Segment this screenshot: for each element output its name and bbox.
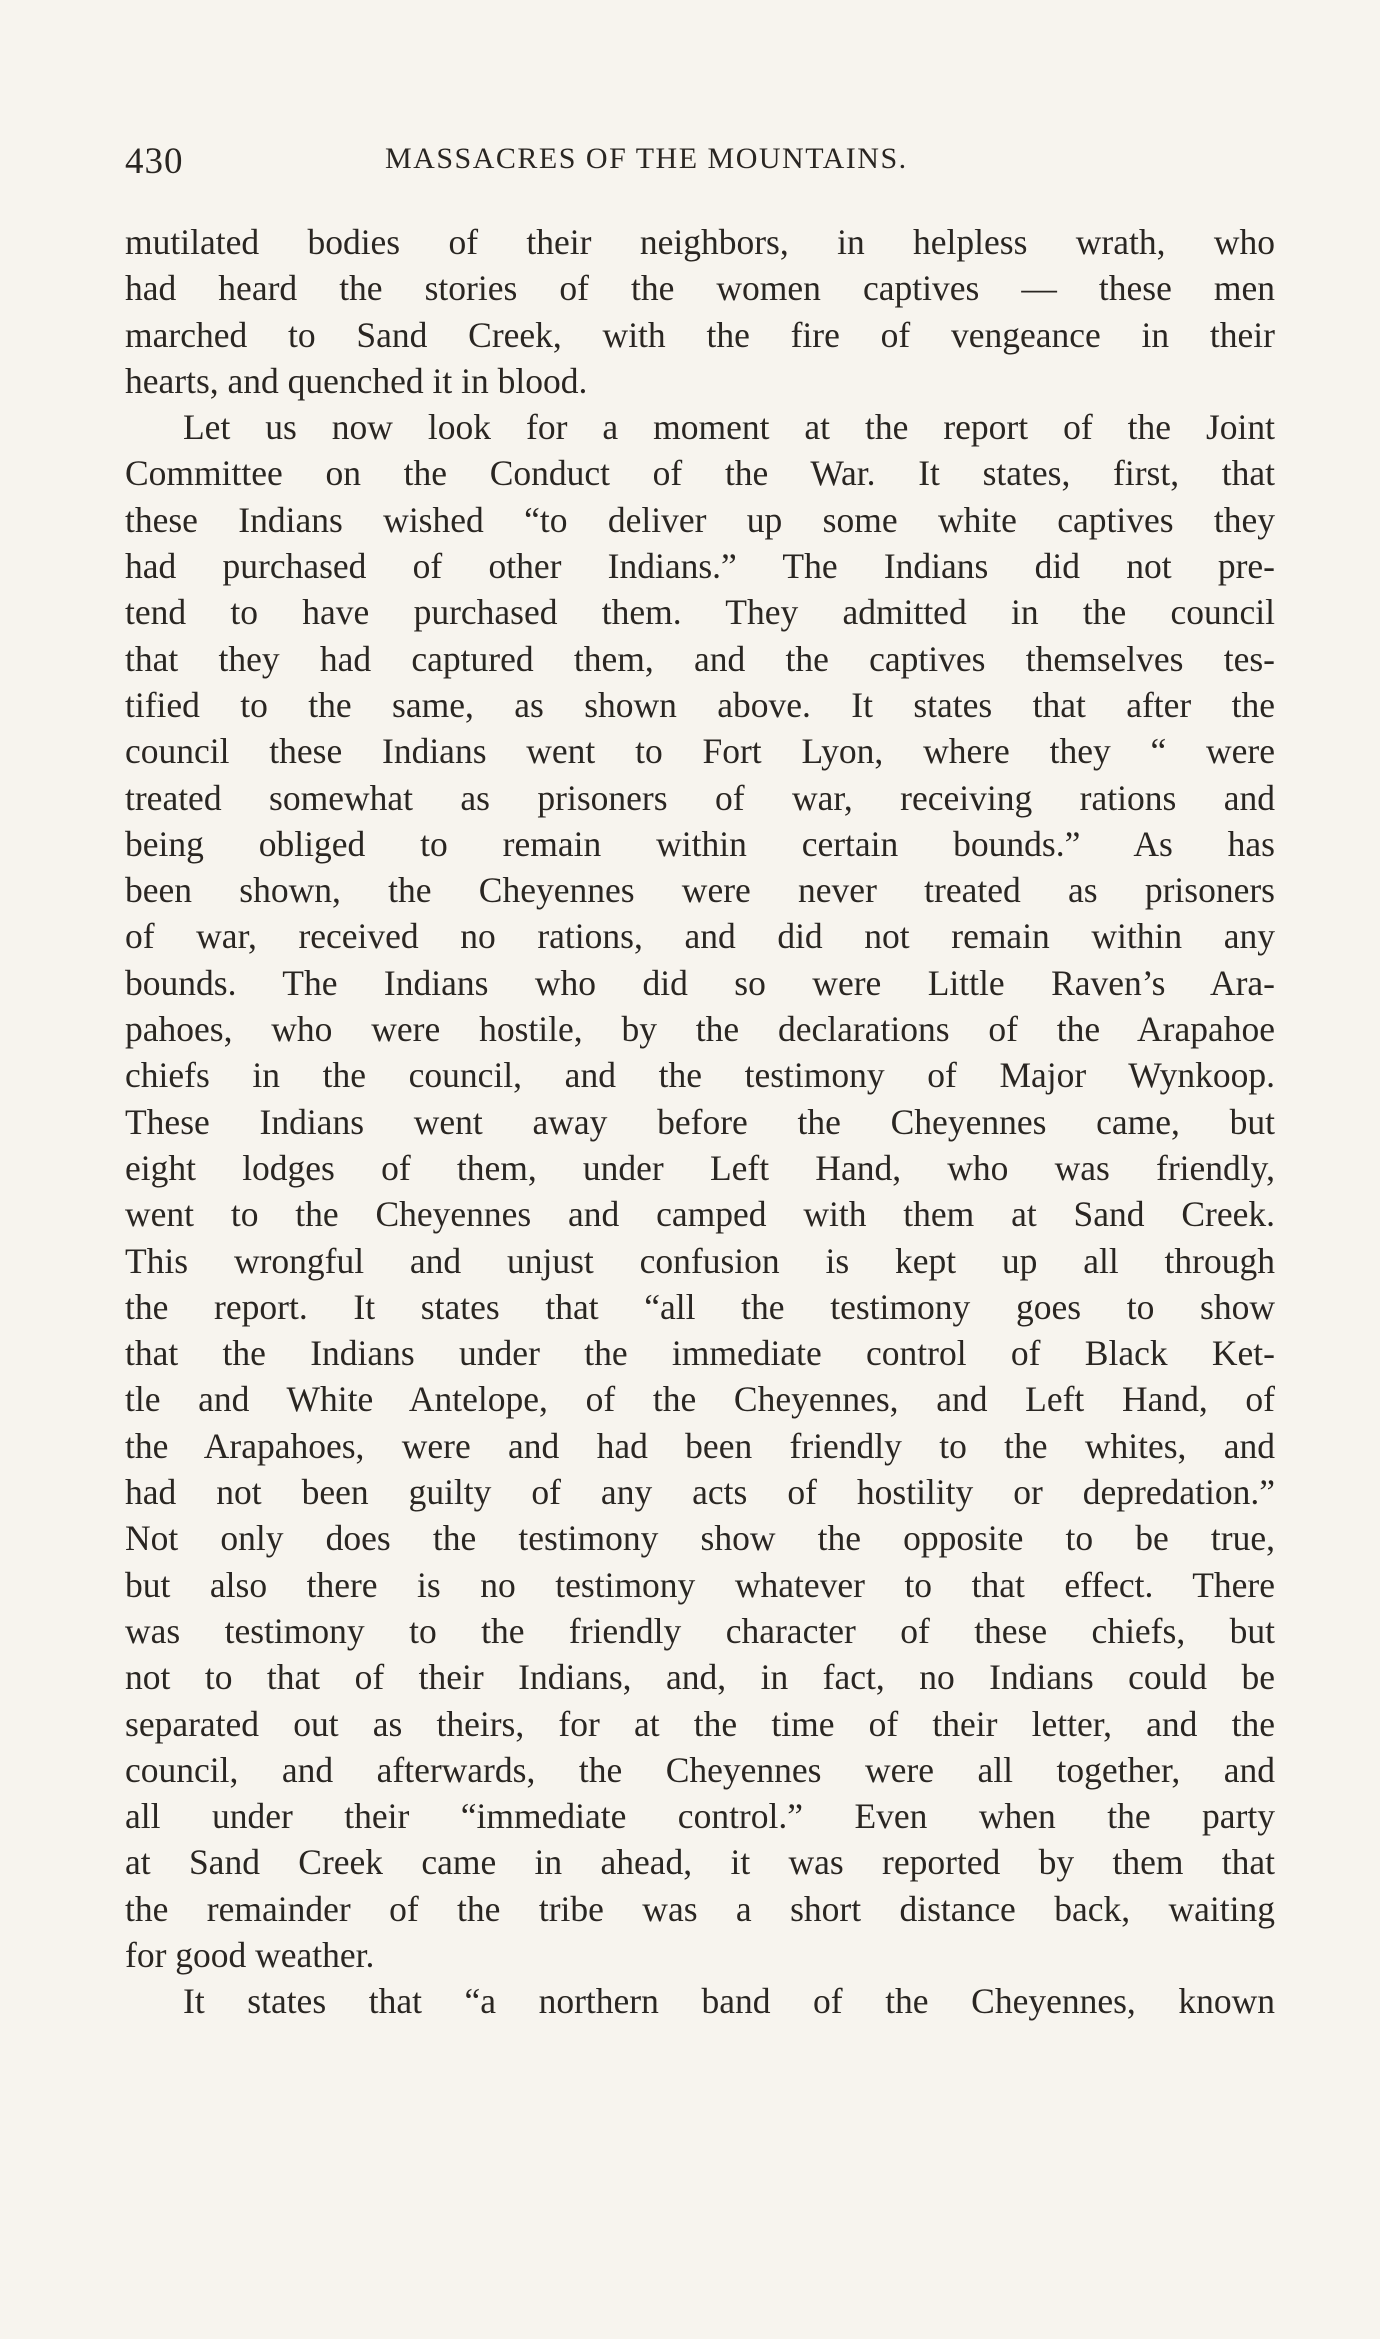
text-line: that they had captured them, and the captives themselves tes- [125,638,1275,679]
text-line: the remainder of the tribe was a short distance back, waiting [125,1888,1275,1929]
text-line: that the Indians under the immediate control of Black Ket- [125,1333,1275,1374]
text-line: all under their “immediate control.” Even when the party [125,1796,1275,1837]
text-line: went to the Cheyennes and camped with them at Sand Creek. [125,1194,1275,1235]
text-line: the report. It states that “all the testimony goes to show [125,1286,1275,1327]
text-line: treated somewhat as prisoners of war, receiving rations and [125,777,1275,818]
text-line: council these Indians went to Fort Lyon, where they “ were [125,731,1275,772]
text-line: pahoes, who were hostile, by the declarations of the Arapahoe [125,1009,1275,1050]
text-line: tified to the same, as shown above. It states that after the [125,684,1275,725]
text-line: council, and afterwards, the Cheyennes were all together, and [125,1749,1275,1790]
text-line: marched to Sand Creek, with the fire of vengeance in their [125,314,1275,355]
text-line: but also there is no testimony whatever to that effect. There [125,1564,1275,1605]
text-line: chiefs in the council, and the testimony of Major Wynkoop. [125,1055,1275,1096]
text-line: hearts, and quenched it in blood. [125,360,588,401]
text-line: being obliged to remain within certain bounds.” As has [125,823,1275,864]
text-line: at Sand Creek came in ahead, it was reported by them that [125,1842,1275,1883]
text-line: of war, received no rations, and did not remain within any [125,916,1275,957]
text-line: Not only does the testimony show the opposite to be true, [125,1518,1275,1559]
text-line: had not been guilty of any acts of hostility or depredation.” [125,1472,1275,1513]
text-line: eight lodges of them, under Left Hand, who was friendly, [125,1147,1275,1188]
body-text [125,219,1275,2025]
text-line: Let us now look for a moment at the report of the Joint [183,407,1275,448]
text-line: had heard the stories of the women captives — these men [125,268,1275,309]
text-line: had purchased of other Indians.” The Indians did not pre- [125,546,1275,587]
text-line: tend to have purchased them. They admitted in the council [125,592,1275,633]
text-line: separated out as theirs, for at the time of their letter, and the [125,1703,1275,1744]
text-line: These Indians went away before the Cheyennes came, but [125,1101,1275,1142]
text-line: This wrongful and unjust confusion is kept up all through [125,1240,1275,1281]
text-line: It states that “a northern band of the Cheyennes, known [183,1981,1275,2022]
text-line: been shown, the Cheyennes were never treated as prisoners [125,870,1275,911]
page-number: 430 [125,141,184,182]
text-line: bounds. The Indians who did so were Little Raven’s Ara- [125,962,1275,1003]
text-line: Committee on the Conduct of the War. It states, first, that [125,453,1275,494]
text-line: was testimony to the friendly character of these chiefs, but [125,1610,1275,1651]
running-title: MASSACRES OF THE MOUNTAINS. [385,142,908,175]
text-line: tle and White Antelope, of the Cheyennes, and Left Hand, of [125,1379,1275,1420]
text-line: the Arapahoes, were and had been friendly to the whites, and [125,1425,1275,1466]
text-line: mutilated bodies of their neighbors, in helpless wrath, who [125,222,1275,262]
text-line: for good weather. [125,1934,375,1975]
text-line: not to that of their Indians, and, in fact, no Indians could be [125,1657,1275,1698]
running-head [125,140,1275,186]
text-line: these Indians wished “to deliver up some white captives they [125,499,1275,540]
